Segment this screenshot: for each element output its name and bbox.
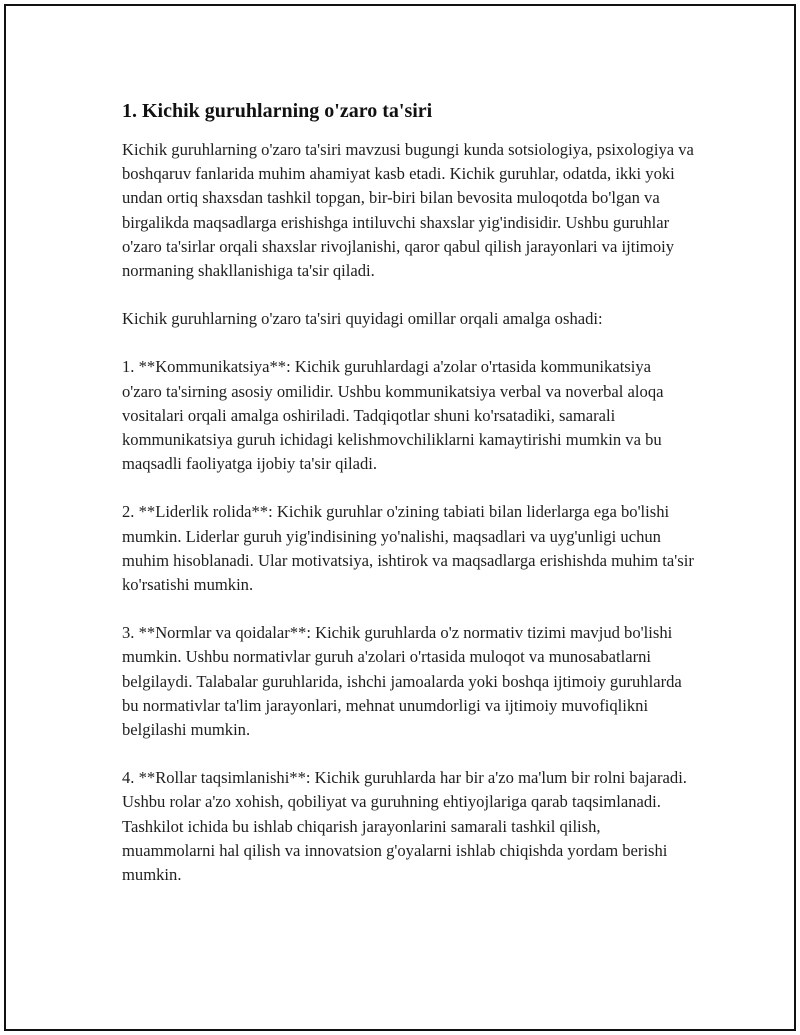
list-item-communication: 1. **Kommunikatsiya**: Kichik guruhlardagi a'zolar o'rtasida kommunikatsiya o'zaro ta'sirning asosiy omilidir. Ushbu kommunikatsiya verbal va noverbal aloqa vositalari orqali amalga oshiriladi. Tadqiqotlar shuni ko'rsatadiki, samarali kommunikatsiya guruh ichidagi kelishmovchiliklarni kamaytirishi mumkin va bu maqsadli faoliyatga ijobiy ta'sir qiladi. <box>122 357 664 474</box>
list-item-leadership: 2. **Liderlik rolida**: Kichik guruhlar o'zining tabiati bilan liderlarga ega bo'lishi mumkin. Liderlar guruh yig'indisining yo'nalishi, maqsadlari va uyg'unligi uchun muhim hisoblanadi. Ular motivatsiya, ishtirok va maqsadlarga erishishda muhim ta'sir ko'rsatishi mumkin. <box>122 502 694 595</box>
page-frame <box>4 4 796 1031</box>
list-item-norms: 3. **Normlar va qoidalar**: Kichik guruhlarda o'z normativ tizimi mavjud bo'lishi mumkin. Ushbu normativlar guruh a'zolari o'rtasida muloqot va munosabatlarni belgilaydi. Talabalar guruhlarida, ishchi jamoalarda yoki boshqa ijtimoiy guruhlarda bu normativlar ta'lim jarayonlari, mehnat unumdorligi va ijtimoiy muvofiqlikni belgilashi mumkin. <box>122 623 682 740</box>
page-title: 1. Kichik guruhlarning o'zaro ta'siri <box>122 100 433 122</box>
factors-lead-paragraph: Kichik guruhlarning o'zaro ta'siri quyidagi omillar orqali amalga oshadi: <box>122 309 603 329</box>
intro-paragraph: Kichik guruhlarning o'zaro ta'siri mavzusi bugungi kunda sotsiologiya, psixologiya va boshqaruv fanlarida muhim ahamiyat kasb etadi. Kichik guruhlar, odatda, ikki yoki undan ortiq shaxsdan tashkil topgan, bir-biri bilan bevosita muloqotda bo'lgan va birgalikda maqsadlarga erishishga intiluvchi shaxslar yig'indisidir. Ushbu guruhlar o'zaro ta'sirlar orqali shaxslar rivojlanishi, qaror qabul qilish jarayonlari va ijtimoiy normaning shakllanishiga ta'sir qiladi. <box>122 140 694 281</box>
document-body <box>122 98 694 911</box>
list-item-roles: 4. **Rollar taqsimlanishi**: Kichik guruhlarda har bir a'zo ma'lum bir rolni bajaradi. Ushbu rolar a'zo xohish, qobiliyat va guruhning ehtiyojlariga qarab taqsimlanadi. Tashkilot ichida bu ishlab chiqarish jarayonlarini samarali tashkil qilish, muammolarni hal qilish va innovatsion g'oyalarni ishlab chiqishda yordam berishi mumkin. <box>122 768 687 885</box>
